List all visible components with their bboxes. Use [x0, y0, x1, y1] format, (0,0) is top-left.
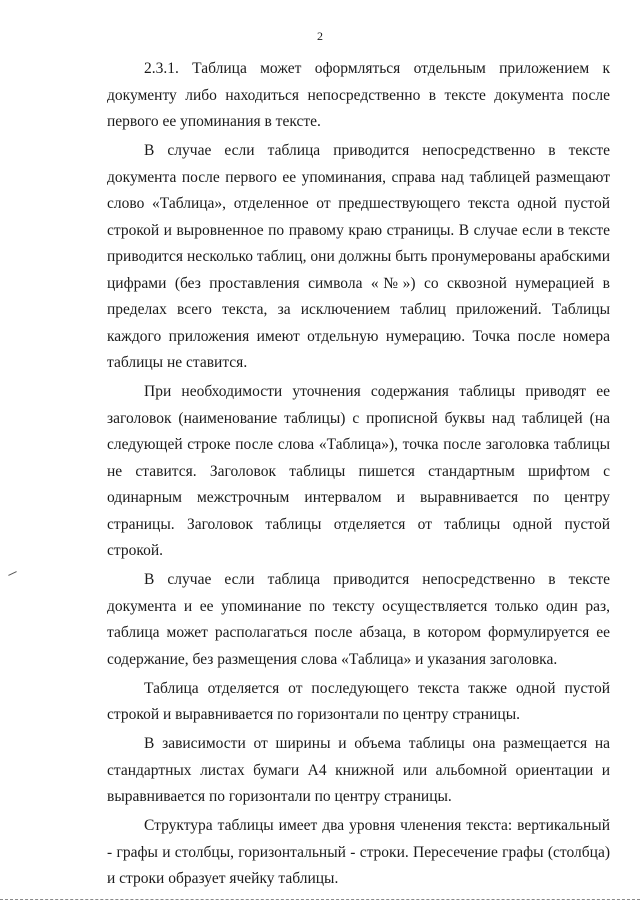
- paragraph-2-3-1: 2.3.1. Таблица может оформляться отдельным приложением к документу либо находиться непосредственно в тексте документа после первого ее упоминания в тексте.: [107, 60, 610, 130]
- paragraph-table-size: В зависимости от ширины и объема таблицы она размещается на стандартных листах бумаги А4 книжной или альбомной ориентации и выравнивается по горизонтали по центру страницы.: [107, 735, 610, 805]
- document-body: [107, 56, 610, 895]
- paragraph-table-heading: При необходимости уточнения содержания таблицы приводят ее заголовок (наименование таблицы) с прописной буквы над таблицей (на следующей строке после слова «Таблица»), точка после заголовка таблицы не ставится. Заголовок таблицы пишется стандартным шрифтом с одинарным межстрочным интервалом и выравнивается по центру страницы. Заголовок таблицы отделяется от таблицы одной пустой строкой.: [107, 383, 610, 559]
- page-number: 2: [317, 29, 323, 43]
- scan-bottom-edge: [0, 899, 640, 900]
- paragraph-table-structure: Структура таблицы имеет два уровня членения текста: вертикальный - графы и столбцы, горизонтальный - строки. Пересечение графы (столбца) и строки образует ячейку таблицы.: [107, 817, 610, 887]
- scan-margin-mark: [8, 571, 17, 576]
- paragraph-table-placement: В случае если таблица приводится непосредственно в тексте документа после первого ее упоминания, справа над таблицей размещают слово «Таблица», отделенное от предшествующего текста одной пустой строкой и выровненное по правому краю страницы. В случае если в тексте приводится несколько таблиц, они должны быть пронумерованы арабскими цифрами (без проставления символа «№») со сквозной нумерацией в пределах всего текста, за исключением таблиц приложений. Таблицы каждого приложения имеют отдельную нумерацию. Точка после номера таблицы не ставится.: [107, 142, 610, 371]
- paragraph-single-mention: В случае если таблица приводится непосредственно в тексте документа и ее упоминание по тексту осуществляется только один раз, таблица может располагаться после абзаца, в котором формулируется ее содержание, без размещения слова «Таблица» и указания заголовка.: [107, 571, 610, 668]
- paragraph-table-separation: Таблица отделяется от последующего текста также одной пустой строкой и выравнивается по горизонтали по центру страницы.: [107, 679, 610, 723]
